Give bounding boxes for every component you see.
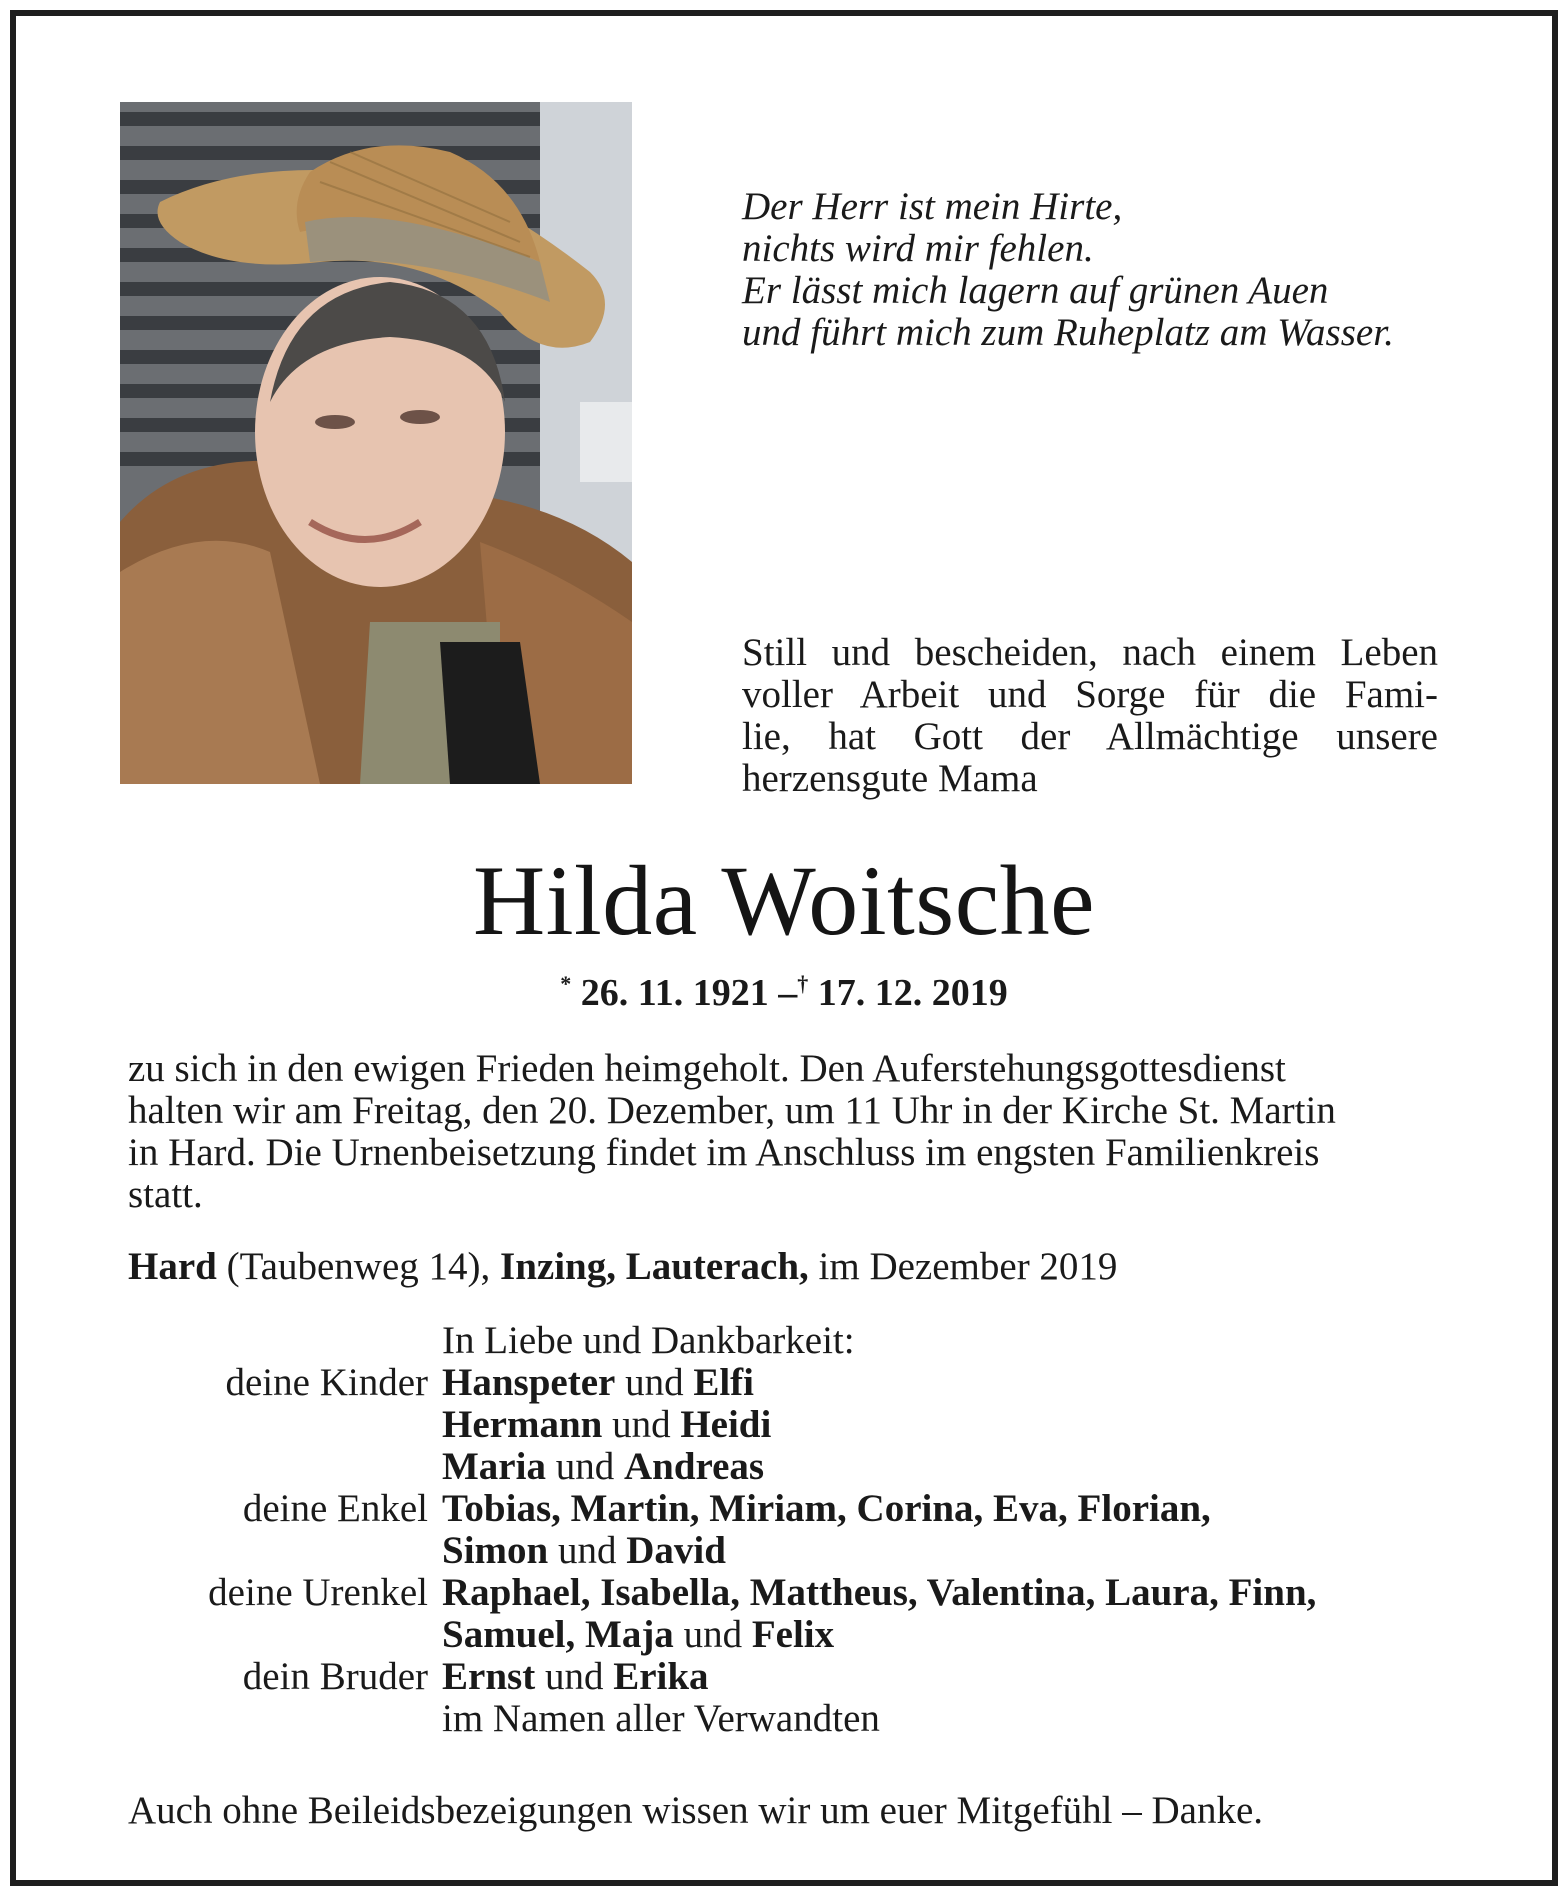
psalm-quote bbox=[742, 186, 1462, 354]
children-label: deine Kinder bbox=[225, 1361, 428, 1404]
great-grandchildren-row bbox=[128, 1572, 1468, 1614]
psalm-line: Der Herr ist mein Hirte, bbox=[742, 185, 1123, 228]
death-date: 17. 12. 2019 bbox=[817, 972, 1008, 1014]
sister-in-law-name: Erika bbox=[613, 1655, 709, 1698]
partner-name: Heidi bbox=[680, 1403, 772, 1446]
deceased-name: Hilda Woitsche bbox=[473, 845, 1095, 956]
child-name: Hanspeter bbox=[442, 1361, 616, 1404]
death-symbol: † bbox=[797, 971, 809, 996]
grandchildren-names: Tobias, Martin, Miriam, Corina, Eva, Florian, bbox=[442, 1487, 1211, 1530]
place-and-date bbox=[128, 1246, 1448, 1288]
brother-row bbox=[128, 1656, 1468, 1698]
partner-name: Andreas bbox=[623, 1445, 765, 1488]
and-word: und bbox=[673, 1613, 752, 1656]
intro-paragraph bbox=[742, 632, 1438, 800]
grandchildren-row bbox=[128, 1530, 1468, 1572]
body-line: zu sich in den ewigen Frieden heimgeholt. Den Auferstehungsgottesdienst bbox=[128, 1047, 1286, 1090]
funeral-details bbox=[128, 1048, 1436, 1216]
grandchild-name: David bbox=[626, 1529, 726, 1572]
children-row bbox=[128, 1404, 1468, 1446]
life-dates bbox=[0, 962, 1568, 1015]
place-town-hard: Hard bbox=[128, 1245, 217, 1288]
psalm-line: nichts wird mir fehlen. bbox=[742, 227, 1094, 270]
grandchild-name: Simon bbox=[442, 1529, 549, 1572]
place-towns: Inzing, Lauterach, bbox=[500, 1245, 809, 1288]
family-heading: In Liebe und Dankbarkeit: bbox=[442, 1319, 855, 1362]
grandchildren-label: deine Enkel bbox=[242, 1487, 428, 1530]
child-name: Hermann bbox=[442, 1403, 603, 1446]
psalm-line: und führt mich zum Ruheplatz am Wasser. bbox=[742, 311, 1394, 354]
and-word: und bbox=[535, 1655, 614, 1698]
closing-line: Auch ohne Beileidsbezeigungen wissen wir um euer Mitgefühl – Danke. bbox=[128, 1789, 1264, 1832]
body-line: halten wir am Freitag, den 20. Dezember, um 11 Uhr in der Kirche St. Martin bbox=[128, 1089, 1336, 1132]
great-grandchildren-names: Raphael, Isabella, Mattheus, Valentina, Laura, Finn, bbox=[442, 1571, 1317, 1614]
intro-line: Still und bescheiden, nach einem Leben bbox=[742, 631, 1438, 674]
intro-line: herzensgute Mama bbox=[742, 757, 1038, 800]
place-address: (Taubenweg 14), bbox=[216, 1245, 501, 1288]
family-list bbox=[128, 1320, 1468, 1740]
date-separator: – bbox=[778, 972, 798, 1014]
and-word: und bbox=[602, 1403, 681, 1446]
relatives-note: im Namen aller Verwandten bbox=[442, 1697, 880, 1740]
psalm-line: Er lässt mich lagern auf grünen Auen bbox=[742, 269, 1329, 312]
intro-line: lie, hat Gott der Allmächtige unsere bbox=[742, 715, 1438, 758]
partner-name: Elfi bbox=[693, 1361, 754, 1404]
place-date: im Dezember 2019 bbox=[808, 1245, 1118, 1288]
great-grandchildren-label: deine Urenkel bbox=[208, 1571, 428, 1614]
and-word: und bbox=[548, 1529, 627, 1572]
brother-name: Ernst bbox=[442, 1655, 536, 1698]
and-word: und bbox=[545, 1445, 624, 1488]
body-line: statt. bbox=[128, 1173, 203, 1216]
intro-line: voller Arbeit und Sorge für die Fami- bbox=[742, 673, 1438, 716]
great-grandchildren-row bbox=[128, 1614, 1468, 1656]
birth-date: 26. 11. 1921 bbox=[580, 972, 769, 1014]
body-line: in Hard. Die Urnenbeisetzung findet im Anschluss im engsten Familienkreis bbox=[128, 1131, 1320, 1174]
birth-symbol: * bbox=[560, 971, 572, 996]
children-row bbox=[128, 1362, 1468, 1404]
child-name: Maria bbox=[442, 1445, 546, 1488]
grandchildren-row bbox=[128, 1488, 1468, 1530]
portrait-photo bbox=[120, 102, 632, 784]
great-grandchild-name: Felix bbox=[751, 1613, 835, 1656]
great-grandchild-name: Samuel, Maja bbox=[442, 1613, 674, 1656]
brother-label: dein Bruder bbox=[242, 1655, 428, 1698]
children-row bbox=[128, 1446, 1468, 1488]
and-word: und bbox=[615, 1361, 694, 1404]
